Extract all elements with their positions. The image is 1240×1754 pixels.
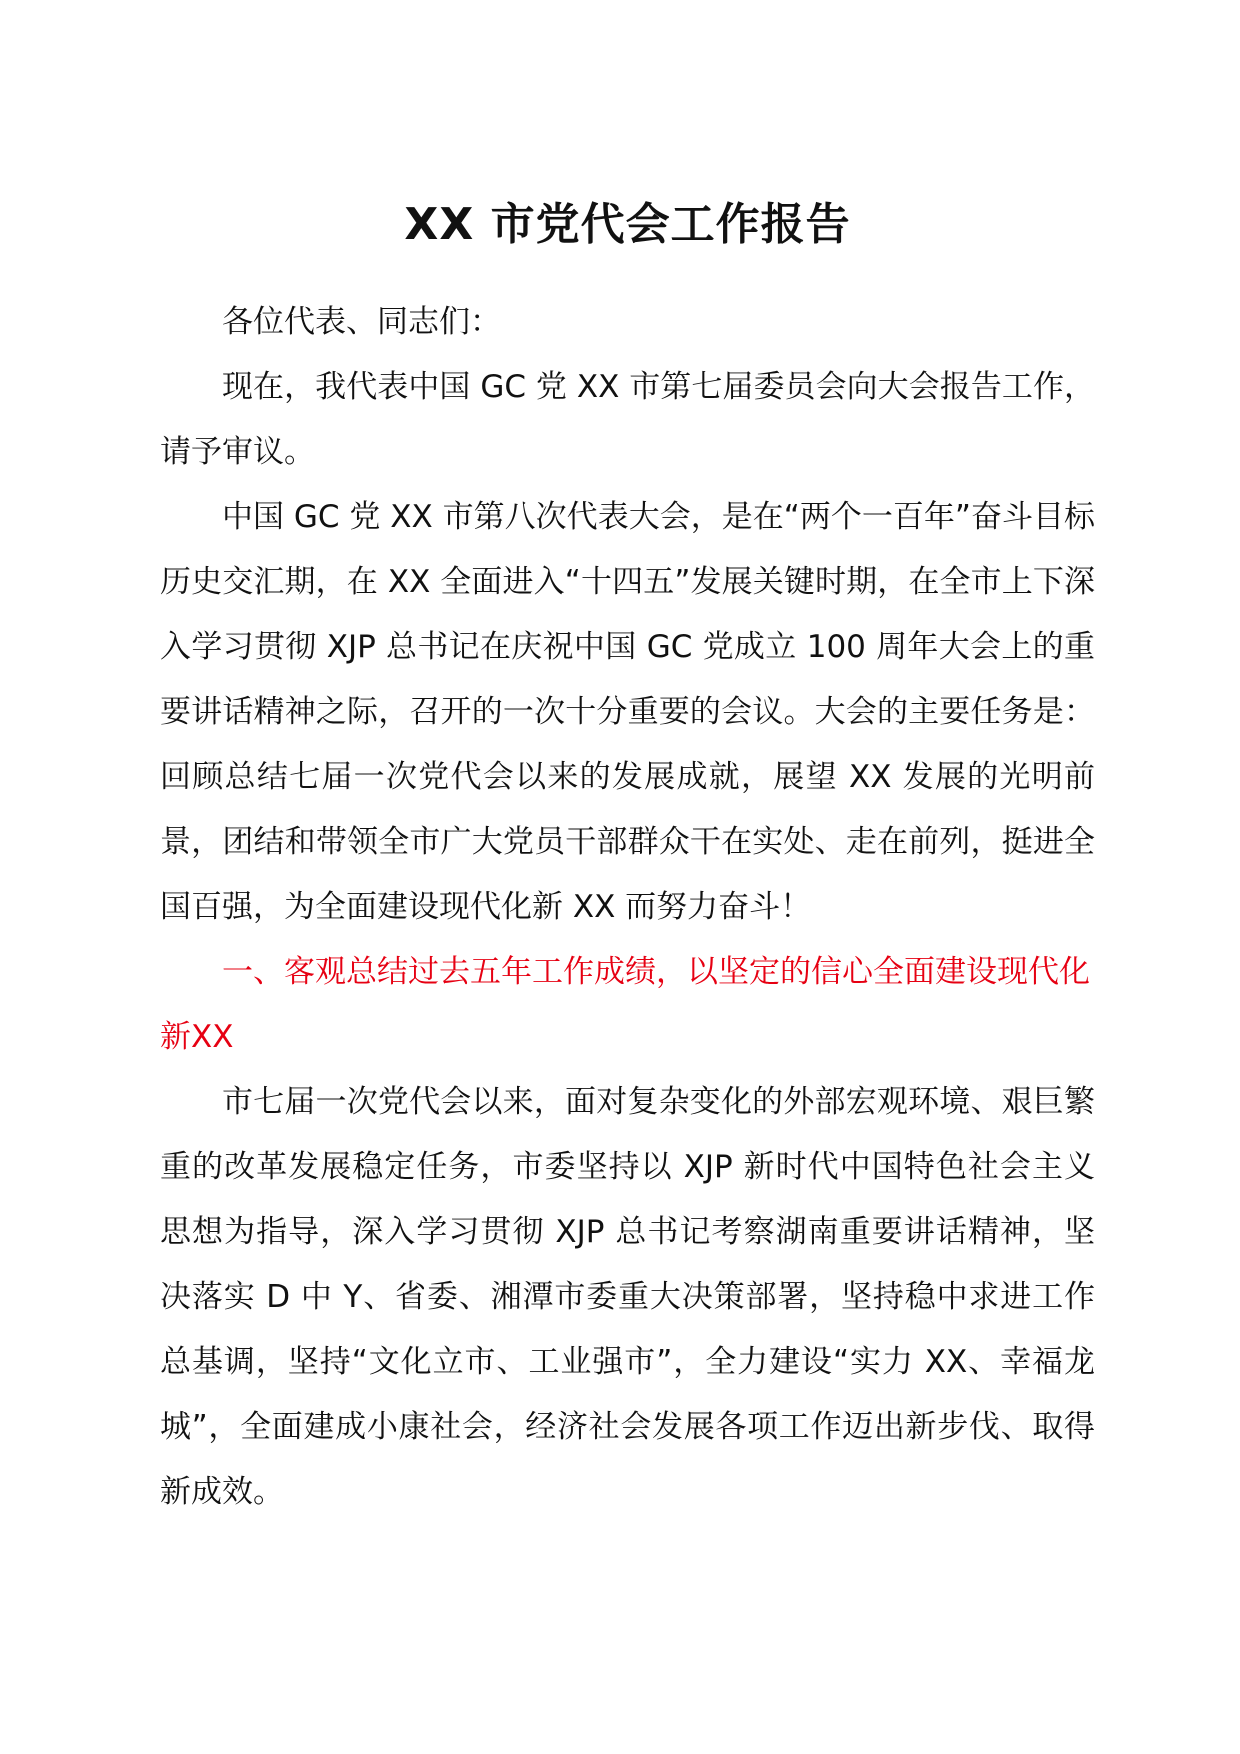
section-heading: 一、客观总结过去五年工作成绩，以坚定的信心全面建设现代化新XX (160, 954, 1090, 1055)
salutation: 各位代表、同志们： (222, 304, 501, 340)
body-paragraph: 中国 GC 党 XX 市第八次代表大会，是在“两个一百年”奋斗目标历史交汇期，在 XX 全面进入“十四五”发展关键时期，在全市上下深入学习贯彻 XJP 总书记在庆祝中国 GC 党成立 100 周年大会上的重要讲话精神之际，召开的一次十分重要的会议。大会的主要任务是：回顾总结七届一次党代会以来的发展成就，展望 XX 发展的光明前景，团结和带领全市广大党员干部群众干在实处、走在前列，挺进全国百强，为全面建设现代化新 XX 而努力奋斗！ (160, 499, 1095, 925)
section-paragraph: 市七届一次党代会以来，面对复杂变化的外部宏观环境、艰巨繁重的改革发展稳定任务，市委坚持以 XJP 新时代中国特色社会主义思想为指导，深入学习贯彻 XJP 总书记考察湖南重要讲话精神，坚决落实 D 中 Y、省委、湘潭市委重大决策部署，坚持稳中求进工作总基调，坚持“文化立市、工业强市”，全力建设“实力 XX、幸福龙城”，全面建成小康社会，经济社会发展各项工作迈出新步伐、取得新成效。 (160, 1084, 1095, 1510)
document-body (160, 190, 1095, 1525)
document-title: XX 市党代会工作报告 (404, 199, 851, 250)
body-paragraph: 现在，我代表中国 GC 党 XX 市第七届委员会向大会报告工作，请予审议。 (160, 369, 1095, 470)
